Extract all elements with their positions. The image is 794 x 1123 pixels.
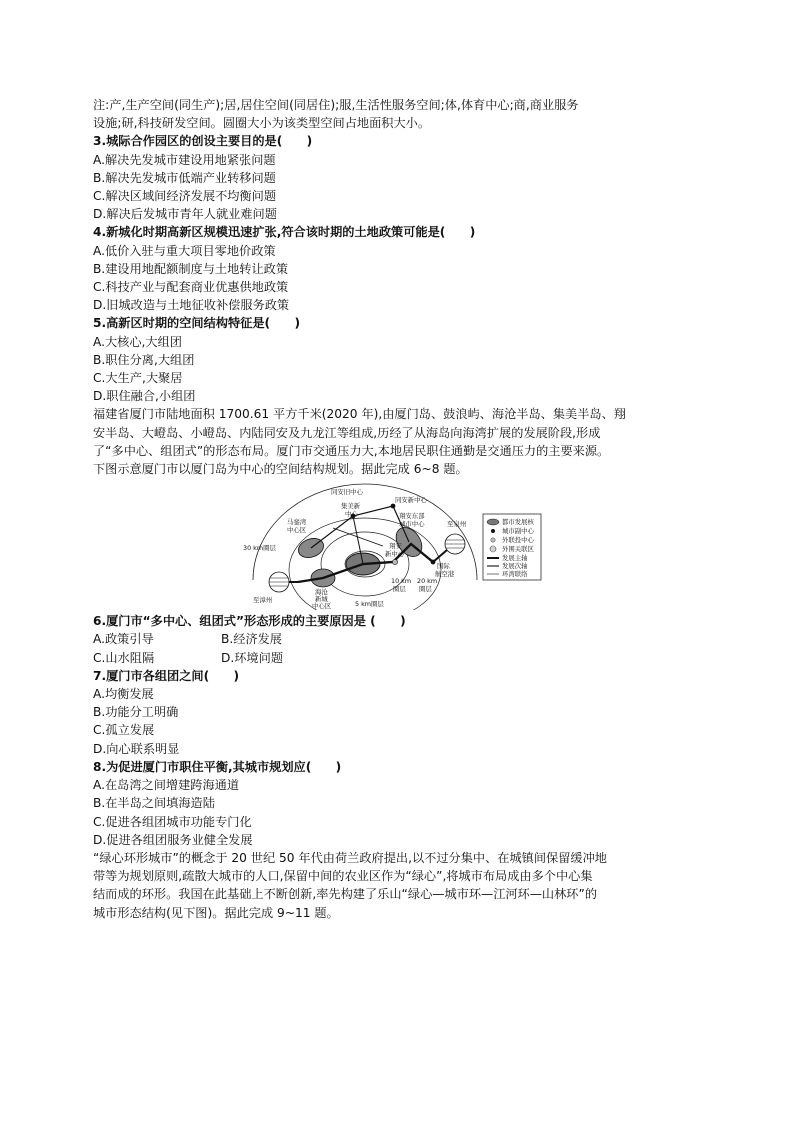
passage-green-heart [93, 849, 713, 922]
question-5 [93, 314, 713, 405]
legend-peripheral-swatch [490, 546, 496, 552]
legend-external-swatch [491, 538, 495, 542]
passage-line: 城市形态结构(见下图)。据此完成 9~11 题。 [93, 905, 339, 920]
legend-subcenter: 城市副中心 [502, 527, 534, 536]
passage-line: 带等为规划原则,疏散大城市的人口,保留中间的农业区作为“绿心”,将城市布局成由多个中心集 [93, 869, 593, 884]
map-legend [483, 514, 541, 580]
external-center [392, 560, 397, 565]
xiamen-structure-map [93, 482, 713, 610]
option-d[interactable]: D.环境问题 [221, 650, 284, 665]
option-a[interactable]: A.大核心,大组团 [93, 334, 182, 349]
question-7 [93, 667, 713, 758]
option-d[interactable]: D.职住融合,小组团 [93, 389, 196, 404]
label-haicang-1: 海沧 [315, 588, 328, 597]
option-d[interactable]: D.向心联系明显 [93, 741, 180, 756]
label-ring30: 30 km圈层 [243, 544, 276, 553]
passage-line: 安半岛、大嶝岛、小嶝岛、内陆同安及九龙江等组成,历经了从海岛向海湾扩展的发展阶段,形成 [93, 425, 601, 440]
option-a[interactable]: A.在岛湾之间增建跨海通道 [93, 778, 240, 793]
question-stem: 8.为促进厦门市职住平衡,其城市规划应( ) [93, 759, 342, 774]
legend-secondary-axis: 发展次轴 [502, 562, 528, 571]
label-ring20-1: 20 km [417, 577, 438, 586]
option-d[interactable]: D.旧城改造与土地征收补偿服务政策 [93, 298, 290, 313]
passage-line: 了“多中心、组团式”的形态布局。厦门市交通压力大,本地居民职住通勤是交通压力的主要来源。 [93, 443, 610, 458]
option-d[interactable]: D.促进各组团服务业健全发展 [93, 832, 253, 847]
label-maluan-1: 马銮湾 [287, 518, 307, 527]
option-b[interactable]: B.职住分离,大组团 [93, 352, 195, 367]
label-zhangzhou: 至漳州 [253, 596, 273, 605]
label-tongan-old: 同安旧中心 [331, 488, 363, 497]
question-stem: 3.城际合作园区的创设主要目的是( ) [93, 134, 313, 149]
option-c[interactable]: C.孤立发展 [93, 723, 155, 738]
option-b[interactable]: B.经济发展 [221, 632, 282, 647]
option-a[interactable]: A.低价入驻与重大项目零地价政策 [93, 243, 276, 258]
options-row [93, 649, 713, 667]
passage-line: “绿心环形城市”的概念于 20 世纪 50 年代由荷兰政府提出,以不过分集中、在城镇间保留缓冲地 [93, 850, 607, 865]
question-8 [93, 758, 713, 849]
label-ring10-1: 10 km [391, 577, 412, 586]
option-a[interactable]: A.解决先发城市建设用地紧张问题 [93, 152, 276, 167]
label-haicang-3: 中心区 [312, 602, 332, 611]
label-xiangan-1: 翔安东部 [399, 512, 425, 521]
question-4 [93, 223, 713, 314]
intro-note [93, 96, 713, 132]
label-xiangan-new-2: 新中心 [385, 550, 405, 559]
option-b[interactable]: B.解决先发城市低端产业转移问题 [93, 170, 276, 185]
option-c[interactable]: C.科技产业与配套商业优惠供地政策 [93, 280, 289, 295]
question-3 [93, 132, 713, 223]
label-ring20-2: 圈层 [419, 585, 432, 594]
legend-core-swatch [487, 519, 499, 525]
question-stem: 6.厦门市“多中心、组团式”形态形成的主要原因是 ( ) [93, 614, 406, 629]
legend-bay-link: 环湾联络 [502, 570, 528, 579]
label-ring10-2: 圈层 [393, 585, 406, 594]
legend-external: 外联投中心 [502, 536, 534, 545]
label-haicang-2: 新城 [315, 595, 328, 604]
option-b[interactable]: B.建设用地配额制度与土地转让政策 [93, 261, 289, 276]
legend-peripheral: 外围关联区 [502, 545, 534, 554]
question-stem: 5.高新区时期的空间结构特征是( ) [93, 316, 301, 331]
option-a[interactable]: A.均衡发展 [93, 687, 154, 702]
label-quanzhou: 至泉州 [447, 520, 467, 529]
option-d[interactable]: D.解决后发城市青年人就业难问题 [93, 207, 277, 222]
label-xiangan-new-1: 翔安 [389, 542, 402, 551]
option-c[interactable]: C.山水阻隔 [93, 650, 155, 665]
legend-main-axis: 发展主轴 [502, 554, 528, 563]
label-jimei-1: 集美新 [341, 502, 361, 511]
label-xiangan-2: 城市中心 [399, 520, 425, 529]
peripheral-quanzhou [445, 534, 465, 554]
question-stem: 4.新城化时期高新区规模迅速扩张,符合该时期的土地政策可能是( ) [93, 225, 476, 240]
question-stem: 7.厦门市各组团之间( ) [93, 668, 240, 683]
label-ring5: 5 km圈层 [355, 600, 384, 609]
label-airport-2: 航空港 [435, 570, 455, 579]
intro-line: 注:产,生产空间(同生产);居,居住空间(同居住);服,生活性服务空间;体,体育中心;商,商业服务 [93, 98, 579, 112]
passage-line: 结而成的环形。我国在此基础上不断创新,率先构建了乐山“绿心—城市环—江河环—山林环”的 [93, 887, 598, 902]
passage-line: 福建省厦门市陆地面积 1700.61 平方千米(2020 年),由厦门岛、鼓浪屿、海沧半岛、集美半岛、翔 [93, 407, 626, 422]
passage-line: 下图示意厦门市以厦门岛为中心的空间结构规划。据此完成 6~8 题。 [93, 462, 468, 477]
document-page [93, 96, 713, 922]
peripheral-zhangzhou [269, 572, 289, 592]
option-c[interactable]: C.大生产,大聚居 [93, 371, 183, 386]
label-maluan-2: 中心区 [287, 526, 307, 535]
options-row [93, 630, 713, 648]
option-a[interactable]: A.政策引导 [93, 632, 154, 647]
intro-line: 设施;研,科技研发空间。圆圈大小为该类型空间占地面积大小。 [93, 116, 431, 131]
map-svg [93, 482, 713, 610]
legend-core: 都市发展核 [502, 518, 534, 527]
option-c[interactable]: C.促进各组团城市功能专门化 [93, 814, 252, 829]
label-airport-1: 国际 [437, 562, 450, 571]
subcenter-tongan [391, 504, 396, 509]
label-jimei-2: 中心 [345, 510, 358, 519]
label-tongan-new: 同安新中心 [395, 496, 427, 505]
legend-subcenter-swatch [491, 529, 495, 533]
question-6 [93, 612, 713, 667]
option-b[interactable]: B.功能分工明确 [93, 705, 179, 720]
passage-xiamen [93, 405, 713, 478]
option-c[interactable]: C.解决区域间经济发展不均衡问题 [93, 189, 277, 204]
option-b[interactable]: B.在半岛之间填海造陆 [93, 796, 215, 811]
